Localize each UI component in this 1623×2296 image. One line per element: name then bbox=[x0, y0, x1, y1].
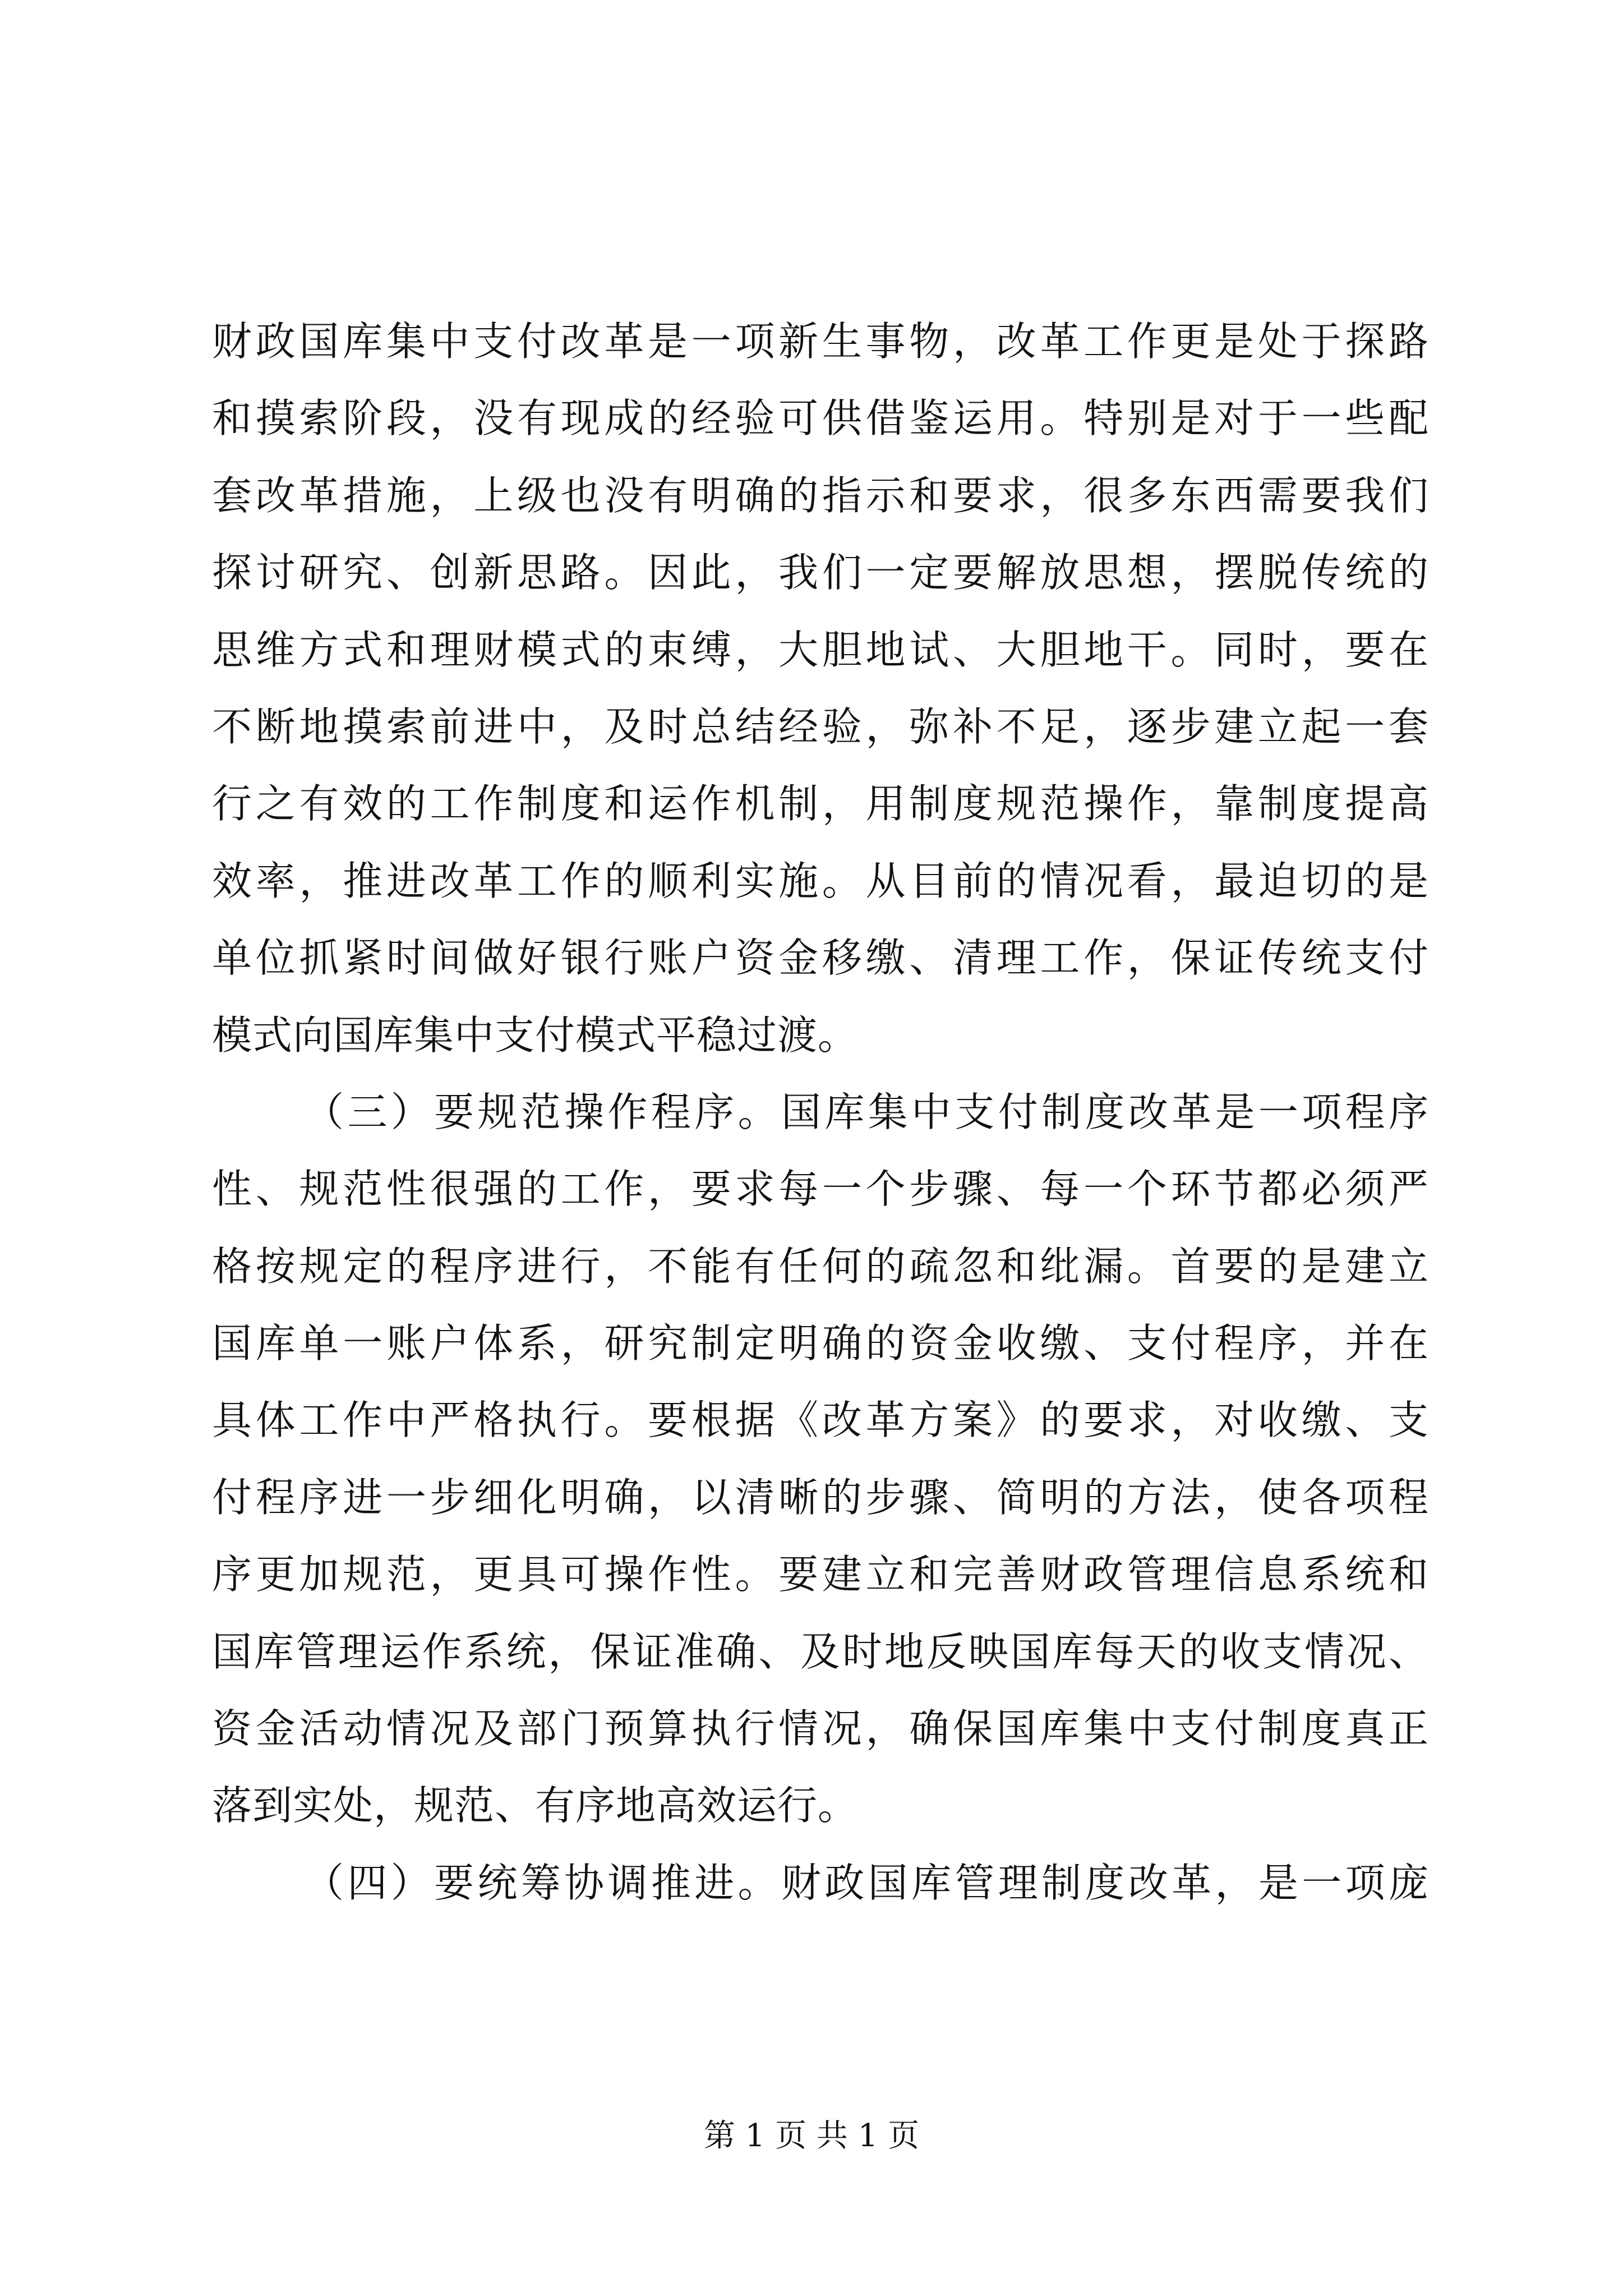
paragraph-line: （四）要统筹协调推进。财政国库管理制度改革，是一项庞 bbox=[304, 1859, 1429, 1906]
paragraph-3 bbox=[212, 1844, 1429, 1921]
paragraph-line: 性、规范性很强的工作，要求每一个步骤、每一个环节都必须严 bbox=[212, 1166, 1429, 1213]
paragraph-line: 效率，推进改革工作的顺利实施。从目前的情况看，最迫切的是 bbox=[212, 857, 1429, 904]
paragraph-line: 国库管理运作系统，保证准确、及时地反映国库每天的收支情况、 bbox=[212, 1628, 1429, 1675]
paragraph-line: 不断地摸索前进中，及时总结经验，弥补不足，逐步建立起一套 bbox=[212, 703, 1429, 750]
paragraph-line: 具体工作中严格执行。要根据《改革方案》的要求，对收缴、支 bbox=[212, 1397, 1429, 1444]
paragraph-line: 国库单一账户体系，研究制定明确的资金收缴、支付程序，并在 bbox=[212, 1320, 1429, 1367]
paragraph-1 bbox=[212, 303, 1429, 1074]
paragraph-line: 套改革措施，上级也没有明确的指示和要求，很多东西需要我们 bbox=[212, 472, 1429, 519]
page-footer: 第 1 页 共 1 页 bbox=[703, 2118, 920, 2154]
paragraph-line: 和摸索阶段，没有现成的经验可供借鉴运用。特别是对于一些配 bbox=[212, 395, 1429, 442]
paragraph-line: 格按规定的程序进行，不能有任何的疏忽和纰漏。首要的是建立 bbox=[212, 1243, 1429, 1290]
paragraph-line: （三）要规范操作程序。国库集中支付制度改革是一项程序 bbox=[304, 1088, 1429, 1135]
paragraph-line: 财政国库集中支付改革是一项新生事物，改革工作更是处于探路 bbox=[212, 318, 1429, 365]
paragraph-line: 探讨研究、创新思路。因此，我们一定要解放思想，摆脱传统的 bbox=[212, 549, 1429, 596]
paragraph-line: 付程序进一步细化明确，以清晰的步骤、简明的方法，使各项程 bbox=[212, 1474, 1429, 1521]
paragraph-line: 单位抓紧时间做好银行账户资金移缴、清理工作，保证传统支付 bbox=[212, 935, 1429, 982]
paragraph-line: 落到实处，规范、有序地高效运行。 bbox=[212, 1782, 859, 1829]
document-body bbox=[212, 303, 1429, 1921]
paragraph-line: 行之有效的工作制度和运作机制，用制度规范操作，靠制度提高 bbox=[212, 780, 1429, 827]
paragraph-line: 序更加规范，更具可操作性。要建立和完善财政管理信息系统和 bbox=[212, 1551, 1429, 1598]
paragraph-line: 资金活动情况及部门预算执行情况，确保国库集中支付制度真正 bbox=[212, 1705, 1429, 1752]
paragraph-line: 思维方式和理财模式的束缚，大胆地试、大胆地干。同时，要在 bbox=[212, 626, 1429, 673]
paragraph-line: 模式向国库集中支付模式平稳过渡。 bbox=[212, 1011, 859, 1059]
paragraph-2 bbox=[212, 1074, 1429, 1844]
